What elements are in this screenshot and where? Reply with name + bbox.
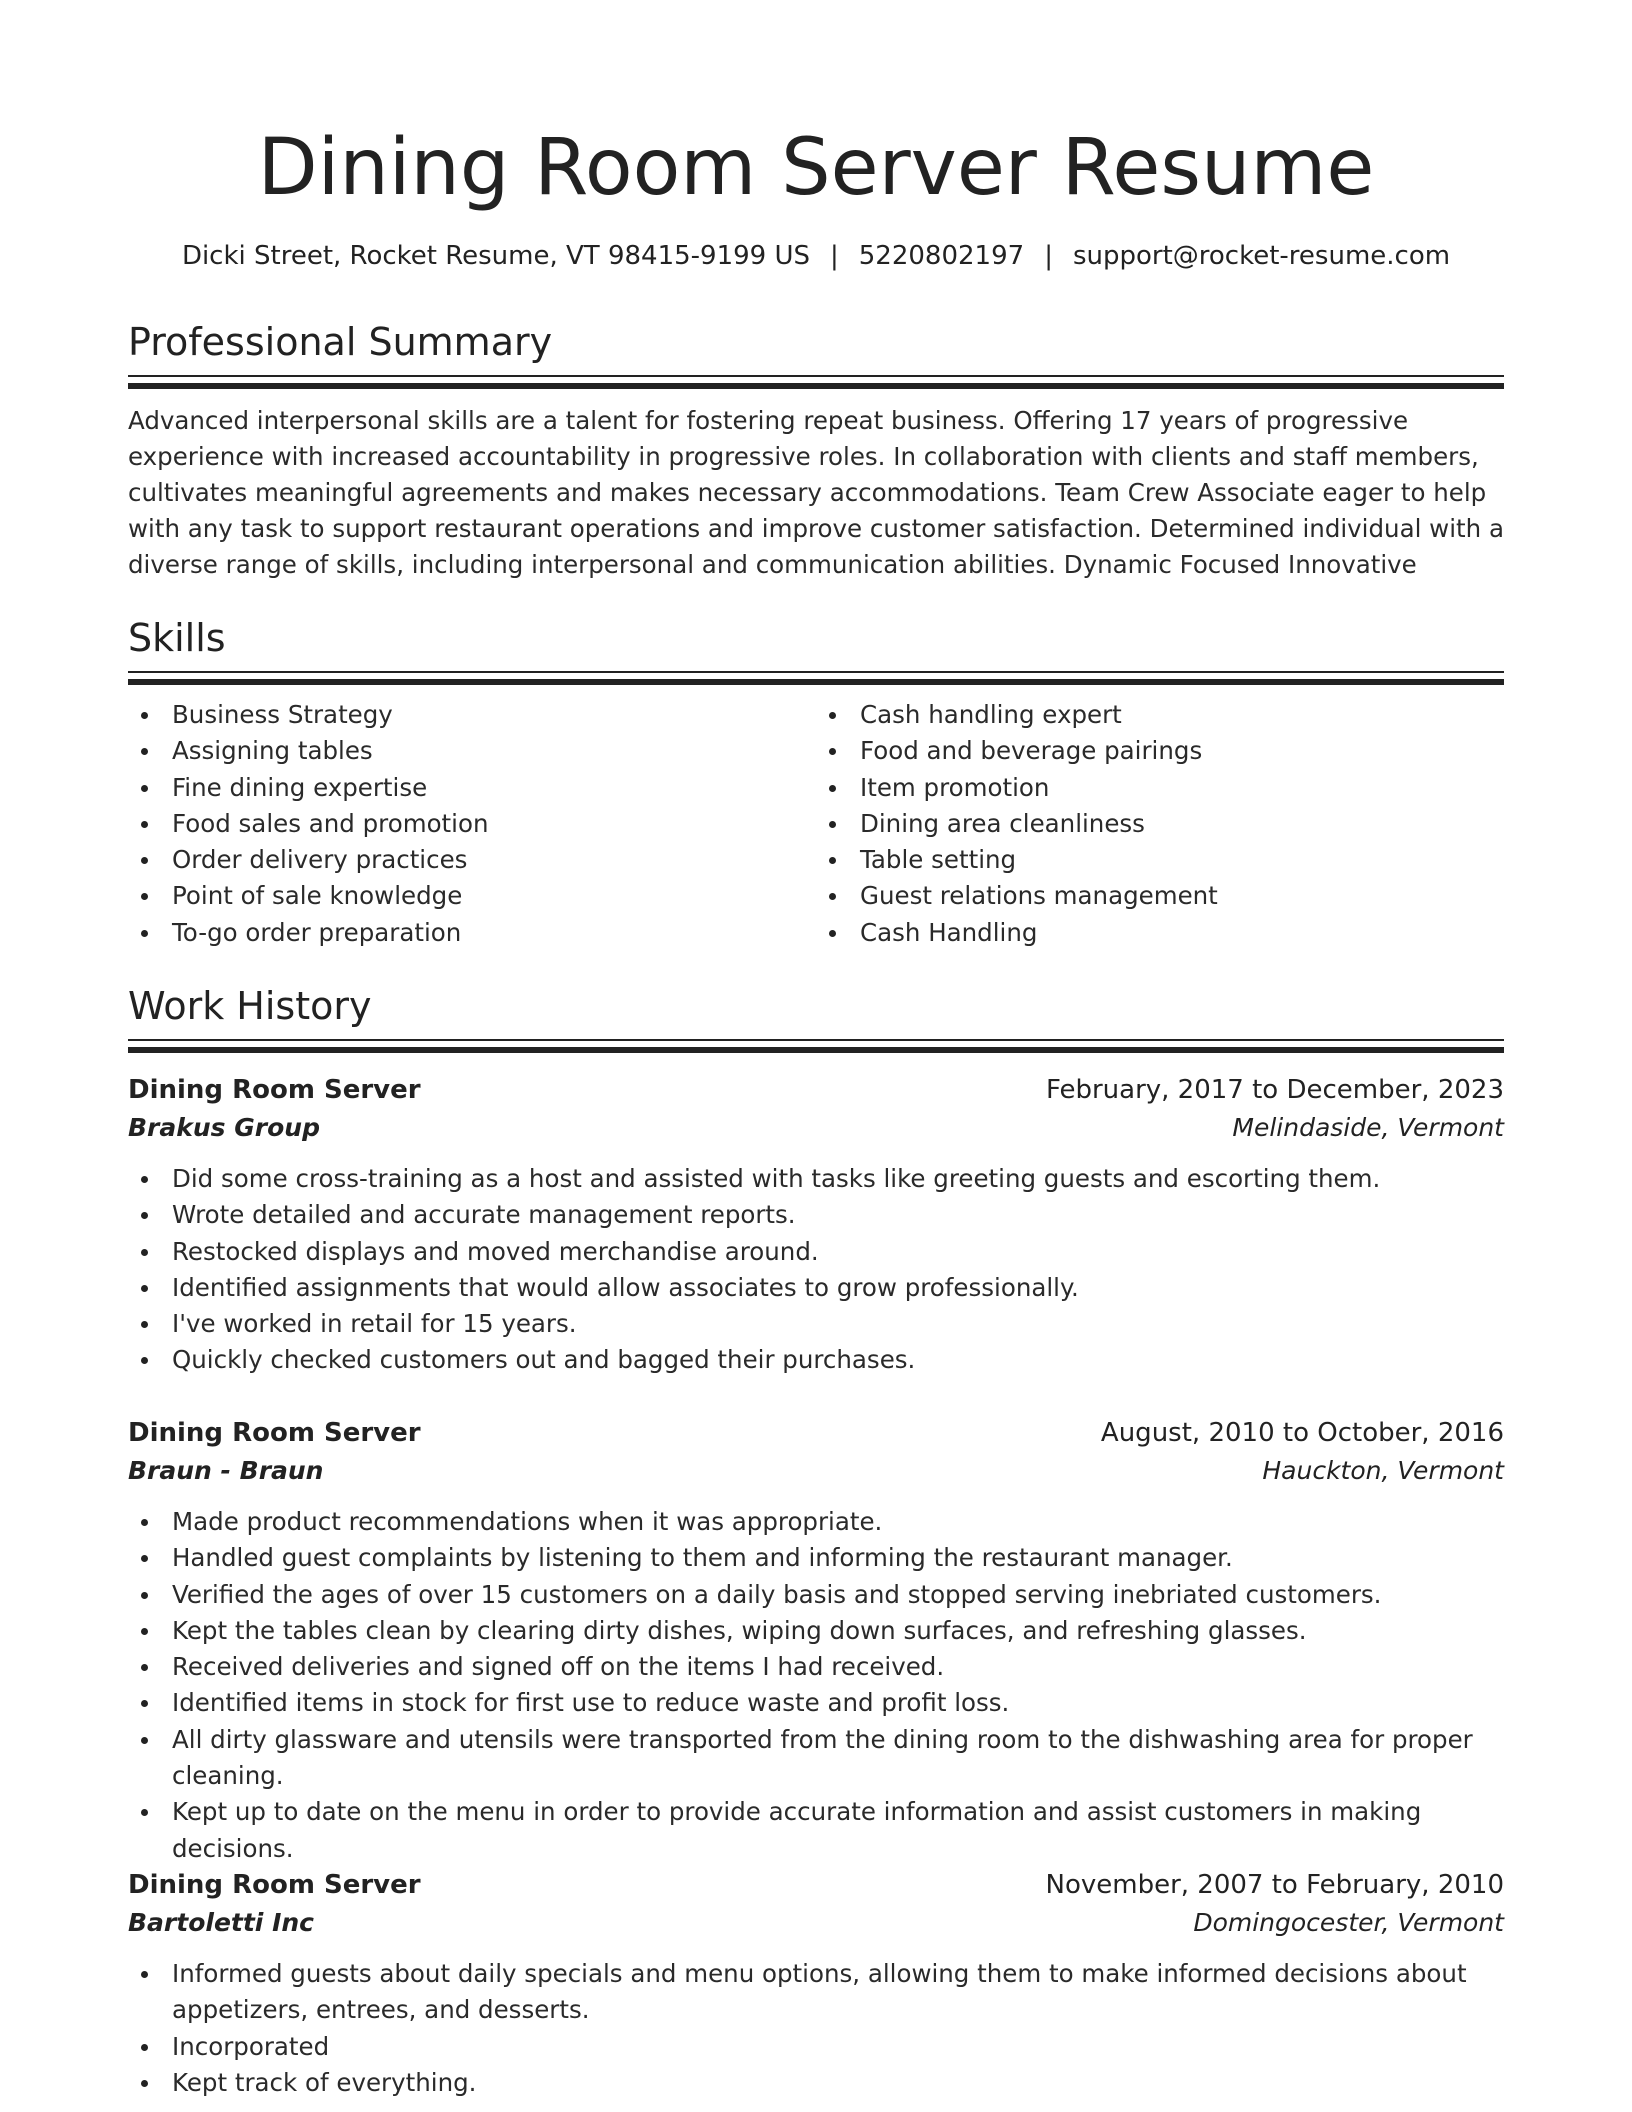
- work-history-section: [128, 981, 1504, 1053]
- job-entry: [128, 1071, 1504, 1379]
- job-title: Dining Room Server: [128, 1870, 421, 1900]
- skills-list-right: [816, 697, 1504, 951]
- skill-item: Cash Handling: [860, 915, 1504, 951]
- skill-item: Assigning tables: [172, 733, 816, 769]
- job-duty: Informed guests about daily specials and menu options, allowing them to make informed decisions about appetizers, entrees, and desserts.: [172, 1956, 1504, 2029]
- job-duty: Kept track of everything.: [172, 2065, 1504, 2101]
- job-entry: [128, 1866, 1504, 2101]
- contact-separator: |: [830, 241, 839, 271]
- summary-heading: Professional Summary: [128, 320, 553, 364]
- skill-item: Business Strategy: [172, 697, 816, 733]
- job-duty: Made product recommendations when it was appropriate.: [172, 1504, 1504, 1540]
- skills-heading: Skills: [128, 616, 226, 660]
- job-company: Brakus Group: [128, 1113, 320, 1142]
- job-dates: August, 2010 to October, 2016: [1100, 1418, 1504, 1448]
- job-location: Domingocester, Vermont: [1193, 1908, 1504, 1937]
- section-divider: [128, 1039, 1504, 1053]
- job-company: Braun - Braun: [128, 1456, 324, 1485]
- job-duties-list: [128, 1504, 1504, 1867]
- job-duty: Identified items in stock for first use to reduce waste and profit loss.: [172, 1685, 1504, 1721]
- skills-section: [128, 613, 1504, 951]
- job-duty: Wrote detailed and accurate management reports.: [172, 1197, 1504, 1233]
- job-duty: Handled guest complaints by listening to them and informing the restaurant manager.: [172, 1540, 1504, 1576]
- job-duty: Quickly checked customers out and bagged their purchases.: [172, 1342, 1504, 1378]
- job-title: Dining Room Server: [128, 1075, 421, 1105]
- job-location: Melindaside, Vermont: [1232, 1113, 1504, 1142]
- skills-columns: [128, 697, 1504, 951]
- skill-item: Food sales and promotion: [172, 806, 816, 842]
- contact-phone: 5220802197: [858, 241, 1025, 271]
- work-history-heading: Work History: [128, 984, 372, 1028]
- skill-item: Item promotion: [860, 770, 1504, 806]
- job-duty: I've worked in retail for 15 years.: [172, 1306, 1504, 1342]
- skill-item: Guest relations management: [860, 878, 1504, 914]
- contact-separator: |: [1044, 241, 1053, 271]
- job-entry: [128, 1414, 1504, 1867]
- job-duty: Kept the tables clean by clearing dirty dishes, wiping down surfaces, and refreshing glasses.: [172, 1613, 1504, 1649]
- job-location: Hauckton, Vermont: [1262, 1456, 1504, 1485]
- job-duty: Kept up to date on the menu in order to provide accurate information and assist customers in making decisions.: [172, 1794, 1504, 1867]
- skills-list-left: [128, 697, 816, 951]
- contact-line: [128, 238, 1504, 274]
- job-duty: Restocked displays and moved merchandise around.: [172, 1234, 1504, 1270]
- skill-item: To-go order preparation: [172, 915, 816, 951]
- contact-email: support@rocket-resume.com: [1072, 241, 1451, 271]
- skill-item: Food and beverage pairings: [860, 733, 1504, 769]
- resume-title: Dining Room Server Resume: [257, 123, 1375, 213]
- job-duties-list: [128, 1956, 1504, 2101]
- section-divider: [128, 375, 1504, 389]
- skill-item: Dining area cleanliness: [860, 806, 1504, 842]
- skill-item: Table setting: [860, 842, 1504, 878]
- job-company: Bartoletti Inc: [128, 1908, 314, 1937]
- job-duty: Did some cross-training as a host and assisted with tasks like greeting guests and escorting them.: [172, 1161, 1504, 1197]
- summary-section: [128, 317, 1504, 583]
- contact-address: Dicki Street, Rocket Resume, VT 98415-9199 US: [181, 241, 810, 271]
- job-duties-list: [128, 1161, 1504, 1379]
- skill-item: Point of sale knowledge: [172, 878, 816, 914]
- section-divider: [128, 671, 1504, 685]
- summary-text: Advanced interpersonal skills are a talent for fostering repeat business. Offering 17 years of progressive experience with increased accountability in progressive roles. In collaboration with clients and staff members, cultivates meaningful agreements and makes necessary accommodations. Team Crew Associate eager to help with any task to support restaurant operations and improve customer satisfaction. Determined individual with a diverse range of skills, including interpersonal and communication abilities. Dynamic Focused Innovative: [128, 406, 1504, 579]
- job-duty: All dirty glassware and utensils were transported from the dining room to the dishwashing area for proper cleaning.: [172, 1722, 1504, 1795]
- job-dates: November, 2007 to February, 2010: [1045, 1870, 1504, 1900]
- skill-item: Fine dining expertise: [172, 770, 816, 806]
- skill-item: Order delivery practices: [172, 842, 816, 878]
- job-duty: Incorporated: [172, 2029, 1504, 2065]
- job-duty: Identified assignments that would allow associates to grow professionally.: [172, 1270, 1504, 1306]
- job-duty: Received deliveries and signed off on the items I had received.: [172, 1649, 1504, 1685]
- job-duty: Verified the ages of over 15 customers on a daily basis and stopped serving inebriated customers.: [172, 1577, 1504, 1613]
- job-dates: February, 2017 to December, 2023: [1045, 1075, 1504, 1105]
- skill-item: Cash handling expert: [860, 697, 1504, 733]
- job-title: Dining Room Server: [128, 1418, 421, 1448]
